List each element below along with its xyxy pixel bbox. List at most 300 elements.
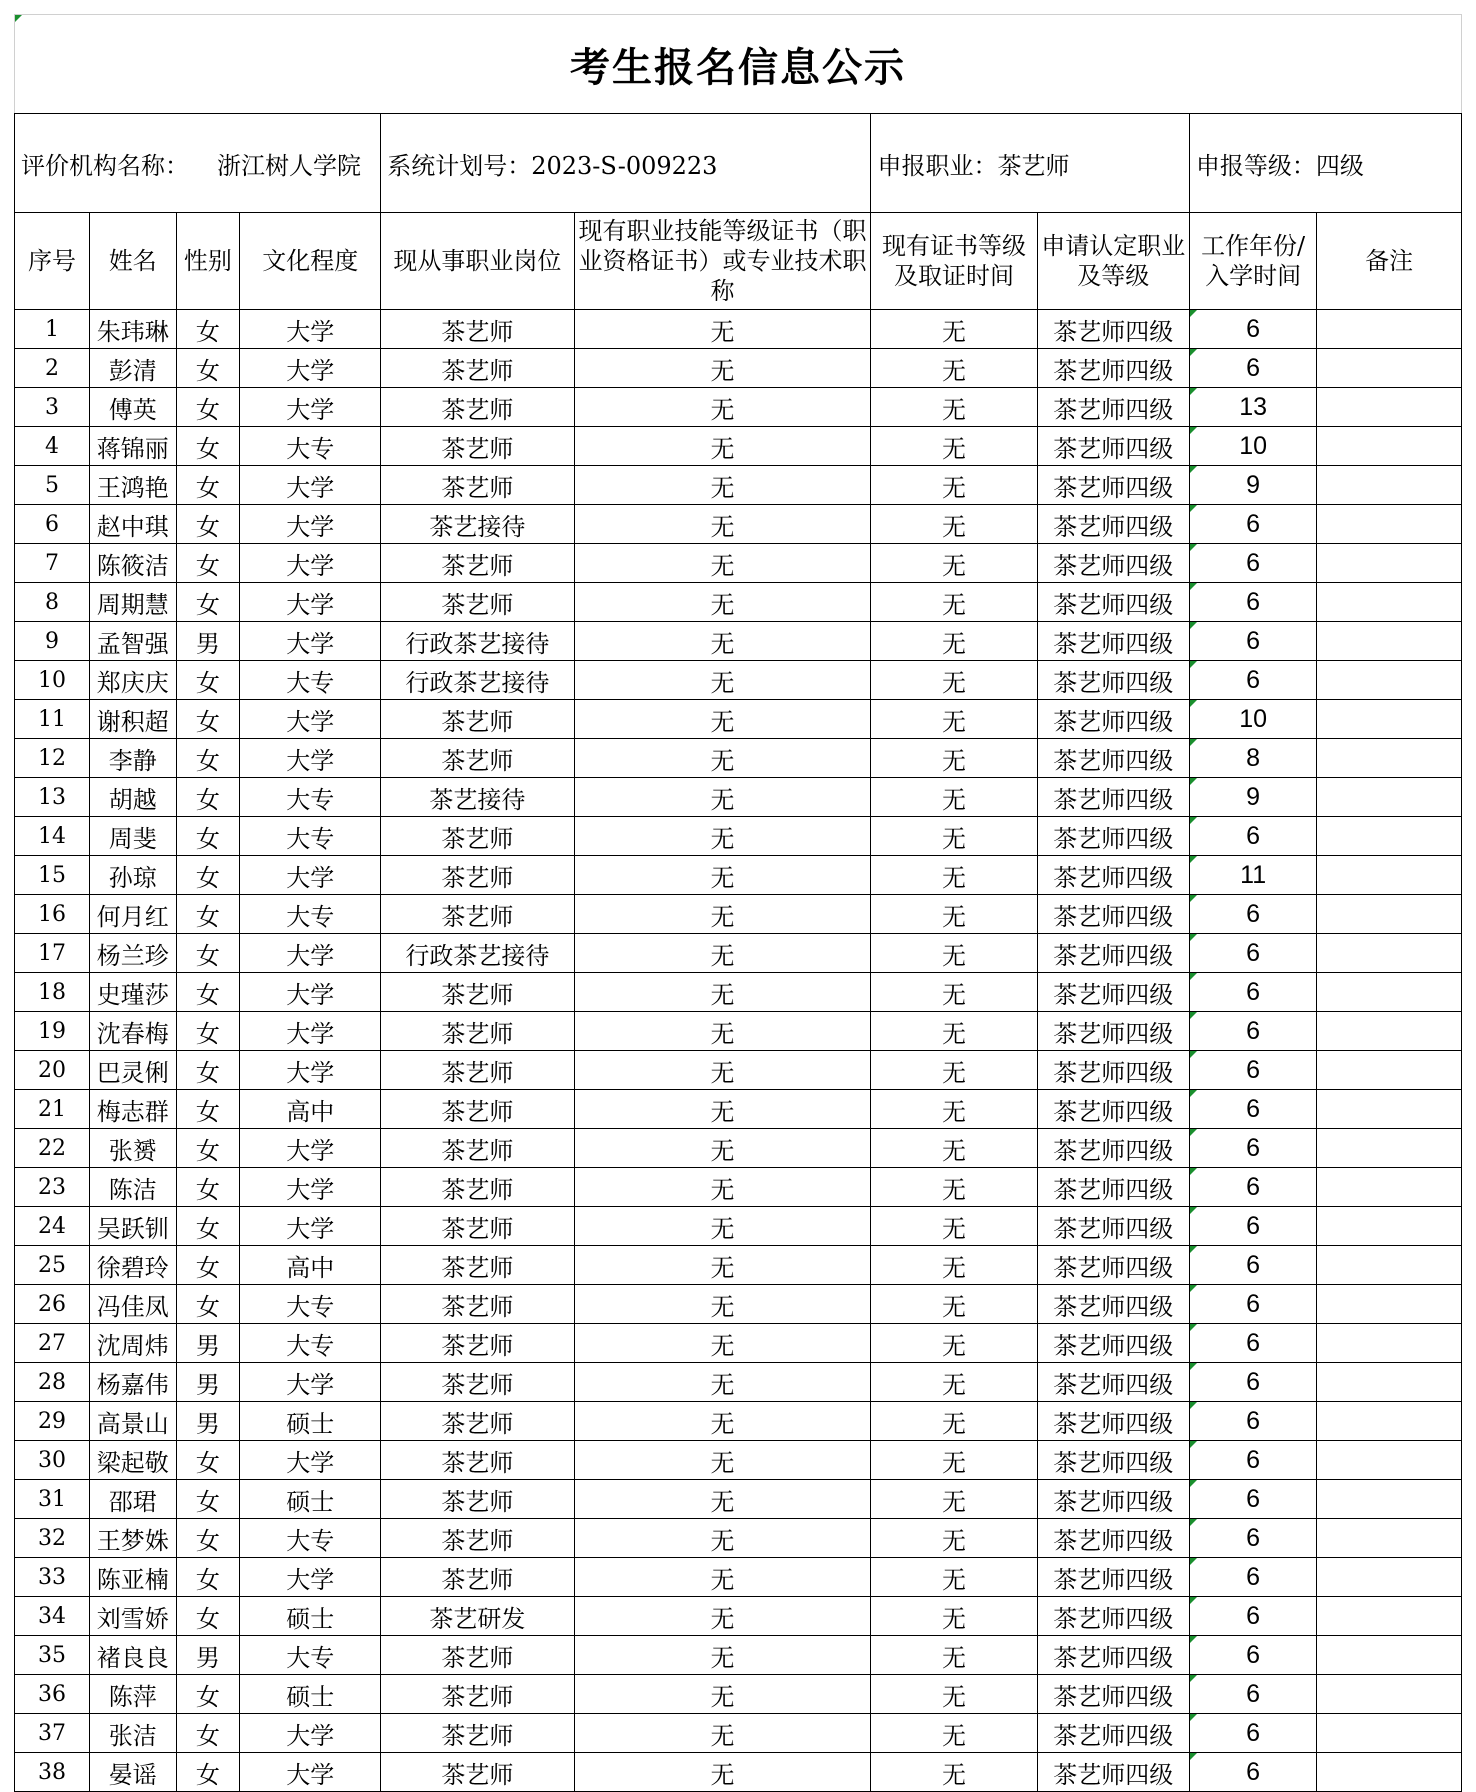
cell-cert-time: 无 [871,583,1037,622]
cell-note [1317,1441,1462,1480]
cell-cert-time: 无 [871,622,1037,661]
cell-seq: 24 [15,1207,90,1246]
table-row [15,1519,1462,1558]
cell-edu: 硕士 [240,1597,381,1636]
cell-gender: 女 [176,1675,240,1714]
cell-cert-time: 无 [871,739,1037,778]
table-row [15,1675,1462,1714]
cell-apply: 茶艺师四级 [1037,895,1189,934]
cell-apply: 茶艺师四级 [1037,817,1189,856]
cell-marker-icon [1190,1246,1197,1253]
table-row [15,1285,1462,1324]
cell-edu: 大专 [240,1636,381,1675]
cell-post: 茶艺师 [381,1129,574,1168]
table-row [15,661,1462,700]
cell-cert-time: 无 [871,1558,1037,1597]
header-cert-time: 现有证书等级及取证时间 [871,213,1037,310]
cell-apply: 茶艺师四级 [1037,1402,1189,1441]
years-value: 9 [1246,470,1261,499]
cell-post: 茶艺师 [381,1675,574,1714]
org-value: 浙江树人学院 [217,151,361,180]
cell-gender: 女 [176,778,240,817]
cell-name: 陈洁 [90,1168,176,1207]
cell-post: 茶艺师 [381,1714,574,1753]
cell-post: 茶艺师 [381,388,574,427]
cell-marker-icon [1190,1363,1197,1370]
cell-marker-icon [1190,1636,1197,1643]
cell-apply: 茶艺师四级 [1037,1480,1189,1519]
cell-cert-time: 无 [871,1090,1037,1129]
cell-apply: 茶艺师四级 [1037,700,1189,739]
cell-cert-time: 无 [871,778,1037,817]
cell-marker-icon [1190,856,1197,863]
cell-apply: 茶艺师四级 [1037,349,1189,388]
table-row [15,1597,1462,1636]
cell-gender: 女 [176,1129,240,1168]
cell-edu: 硕士 [240,1480,381,1519]
cell-cert: 无 [574,310,871,349]
cell-note [1317,1129,1462,1168]
cell-post: 茶艺师 [381,583,574,622]
cell-note [1317,1753,1462,1792]
cell-gender: 女 [176,973,240,1012]
cell-seq: 9 [15,622,90,661]
cell-marker-icon [1190,1675,1197,1682]
cell-gender: 男 [176,1324,240,1363]
table-row [15,895,1462,934]
cell-name: 沈周炜 [90,1324,176,1363]
cell-marker-icon [1190,661,1197,668]
cell-apply: 茶艺师四级 [1037,1597,1189,1636]
cell-post: 茶艺师 [381,700,574,739]
cell-gender: 女 [176,1051,240,1090]
cell-cert: 无 [574,1168,871,1207]
cell-marker-icon [1190,388,1197,395]
cell-seq: 32 [15,1519,90,1558]
cell-apply: 茶艺师四级 [1037,1441,1189,1480]
cell-note [1317,1285,1462,1324]
table-row [15,310,1462,349]
cell-cert-time: 无 [871,934,1037,973]
table-row [15,1714,1462,1753]
cell-seq: 7 [15,544,90,583]
cell-apply: 茶艺师四级 [1037,1714,1189,1753]
cell-note [1317,1012,1462,1051]
years-value: 10 [1239,431,1268,460]
cell-post: 茶艺接待 [381,505,574,544]
cell-cert: 无 [574,1090,871,1129]
table-row [15,466,1462,505]
cell-gender: 男 [176,1402,240,1441]
cell-gender: 女 [176,583,240,622]
cell-apply: 茶艺师四级 [1037,1168,1189,1207]
cell-cert-time: 无 [871,466,1037,505]
cell-marker-icon [1190,1012,1197,1019]
cell-note [1317,1636,1462,1675]
years-value: 6 [1246,314,1261,343]
cell-name: 胡越 [90,778,176,817]
cell-name: 傅英 [90,388,176,427]
cell-apply: 茶艺师四级 [1037,1363,1189,1402]
cell-gender: 女 [176,1753,240,1792]
cell-years [1189,349,1316,388]
header-seq: 序号 [15,213,90,310]
cell-edu: 高中 [240,1090,381,1129]
cell-cert-time: 无 [871,1051,1037,1090]
cell-cert-time: 无 [871,427,1037,466]
table-row [15,1051,1462,1090]
cell-cert: 无 [574,1207,871,1246]
cell-cert-time: 无 [871,1363,1037,1402]
cell-apply: 茶艺师四级 [1037,1129,1189,1168]
cell-marker-icon [1190,1129,1197,1136]
cell-years [1189,505,1316,544]
cell-gender: 女 [176,1012,240,1051]
years-value: 9 [1246,782,1261,811]
years-value: 6 [1246,587,1261,616]
cell-years [1189,466,1316,505]
cell-note [1317,700,1462,739]
cell-marker-icon [1190,505,1197,512]
cell-name: 郑庆庆 [90,661,176,700]
cell-name: 梁起敬 [90,1441,176,1480]
years-value: 13 [1239,392,1268,421]
cell-cert: 无 [574,1324,871,1363]
cell-cert: 无 [574,1597,871,1636]
cell-note [1317,817,1462,856]
cell-gender: 男 [176,1363,240,1402]
cell-seq: 29 [15,1402,90,1441]
cell-note [1317,1402,1462,1441]
level-info [1189,114,1461,213]
cell-marker-icon [1190,1714,1197,1721]
cell-seq: 34 [15,1597,90,1636]
cell-cert: 无 [574,1129,871,1168]
cell-apply: 茶艺师四级 [1037,310,1189,349]
cell-years [1189,1363,1316,1402]
cell-gender: 女 [176,1441,240,1480]
cell-seq: 17 [15,934,90,973]
cell-post: 茶艺师 [381,1207,574,1246]
cell-gender: 女 [176,1207,240,1246]
cell-post: 茶艺师 [381,427,574,466]
cell-marker-icon [1190,973,1197,980]
cell-name: 冯佳凤 [90,1285,176,1324]
cell-post: 茶艺师 [381,1090,574,1129]
cell-marker-icon [1190,1480,1197,1487]
header-apply: 申请认定职业及等级 [1037,213,1189,310]
page-title: 考生报名信息公示 [15,15,1462,114]
cell-name: 褚良良 [90,1636,176,1675]
cell-edu: 大专 [240,1519,381,1558]
cell-marker-icon [1190,778,1197,785]
table-row [15,778,1462,817]
cell-post: 茶艺师 [381,310,574,349]
cell-name: 史瑾莎 [90,973,176,1012]
cell-gender: 女 [176,661,240,700]
cell-cert: 无 [574,1246,871,1285]
cell-marker-icon [1190,1519,1197,1526]
years-value: 6 [1246,1757,1261,1786]
org-label: 评价机构名称： [21,151,189,180]
cell-apply: 茶艺师四级 [1037,1636,1189,1675]
cell-cert: 无 [574,1051,871,1090]
cell-seq: 11 [15,700,90,739]
cell-post: 茶艺师 [381,466,574,505]
cell-gender: 女 [176,1558,240,1597]
cell-post: 茶艺师 [381,1363,574,1402]
cell-apply: 茶艺师四级 [1037,661,1189,700]
cell-post: 茶艺师 [381,1636,574,1675]
cell-name: 何月红 [90,895,176,934]
cell-edu: 大学 [240,1753,381,1792]
cell-post: 茶艺师 [381,1519,574,1558]
cell-note [1317,1558,1462,1597]
cell-seq: 31 [15,1480,90,1519]
cell-cert-time: 无 [871,1285,1037,1324]
level-value: 四级 [1315,151,1364,180]
cell-years [1189,583,1316,622]
cell-post: 茶艺师 [381,1558,574,1597]
cell-cert: 无 [574,1636,871,1675]
cell-seq: 12 [15,739,90,778]
cell-edu: 大学 [240,544,381,583]
cell-name: 张赟 [90,1129,176,1168]
cell-gender: 女 [176,466,240,505]
cell-seq: 28 [15,1363,90,1402]
cell-edu: 大学 [240,739,381,778]
cell-seq: 14 [15,817,90,856]
cell-edu: 大专 [240,1285,381,1324]
cell-name: 陈萍 [90,1675,176,1714]
cell-seq: 2 [15,349,90,388]
cell-note [1317,1207,1462,1246]
cell-edu: 大学 [240,1168,381,1207]
cell-gender: 女 [176,544,240,583]
cell-cert: 无 [574,427,871,466]
cell-name: 谢积超 [90,700,176,739]
cell-note [1317,1714,1462,1753]
cell-cert-time: 无 [871,661,1037,700]
cell-edu: 大专 [240,427,381,466]
cell-edu: 大学 [240,1129,381,1168]
cell-apply: 茶艺师四级 [1037,388,1189,427]
cell-note [1317,895,1462,934]
cell-years [1189,739,1316,778]
cell-note [1317,1597,1462,1636]
table-row [15,1402,1462,1441]
cell-name: 陈亚楠 [90,1558,176,1597]
cell-gender: 女 [176,1714,240,1753]
cell-cert-time: 无 [871,1441,1037,1480]
cell-apply: 茶艺师四级 [1037,1285,1189,1324]
cell-years [1189,622,1316,661]
cell-seq: 19 [15,1012,90,1051]
cell-note [1317,1675,1462,1714]
cell-cert: 无 [574,817,871,856]
cell-cert-time: 无 [871,1402,1037,1441]
cell-apply: 茶艺师四级 [1037,622,1189,661]
cell-apply: 茶艺师四级 [1037,544,1189,583]
cell-post: 茶艺师 [381,739,574,778]
cell-seq: 8 [15,583,90,622]
cell-cert: 无 [574,1402,871,1441]
cell-seq: 26 [15,1285,90,1324]
cell-apply: 茶艺师四级 [1037,1558,1189,1597]
cell-apply: 茶艺师四级 [1037,505,1189,544]
cell-note [1317,622,1462,661]
cell-years [1189,1246,1316,1285]
cell-seq: 27 [15,1324,90,1363]
cell-cert: 无 [574,1012,871,1051]
cell-note [1317,349,1462,388]
table-row [15,622,1462,661]
table-row [15,349,1462,388]
cell-cert: 无 [574,973,871,1012]
cell-years [1189,1519,1316,1558]
cell-years [1189,310,1316,349]
cell-post: 茶艺师 [381,817,574,856]
job-label: 申报职业： [877,151,998,180]
cell-cert-time: 无 [871,310,1037,349]
cell-edu: 大学 [240,856,381,895]
cell-seq: 25 [15,1246,90,1285]
cell-edu: 大学 [240,1012,381,1051]
cell-post: 行政茶艺接待 [381,661,574,700]
cell-name: 孟智强 [90,622,176,661]
cell-note [1317,973,1462,1012]
table-row [15,544,1462,583]
cell-seq: 35 [15,1636,90,1675]
cell-name: 李静 [90,739,176,778]
cell-edu: 大专 [240,1324,381,1363]
cell-edu: 硕士 [240,1675,381,1714]
cell-years [1189,1597,1316,1636]
cell-marker-icon [1190,700,1197,707]
cell-name: 蒋锦丽 [90,427,176,466]
cell-note [1317,388,1462,427]
cell-cert-time: 无 [871,1675,1037,1714]
years-value: 6 [1246,353,1261,382]
table-row [15,1129,1462,1168]
cell-gender: 女 [176,934,240,973]
cell-cert-time: 无 [871,1753,1037,1792]
cell-edu: 大学 [240,973,381,1012]
years-value: 6 [1246,938,1261,967]
cell-seq: 20 [15,1051,90,1090]
cell-seq: 5 [15,466,90,505]
cell-cert: 无 [574,739,871,778]
cell-post: 茶艺师 [381,973,574,1012]
cell-note [1317,739,1462,778]
cell-note [1317,310,1462,349]
plan-info [381,114,871,213]
cell-post: 茶艺师 [381,544,574,583]
cell-cert-time: 无 [871,1636,1037,1675]
cell-name: 刘雪娇 [90,1597,176,1636]
cell-seq: 13 [15,778,90,817]
table-row [15,1090,1462,1129]
cell-gender: 女 [176,1480,240,1519]
cell-gender: 女 [176,739,240,778]
cell-apply: 茶艺师四级 [1037,1324,1189,1363]
cell-edu: 大学 [240,1441,381,1480]
spreadsheet [14,14,1462,1792]
cell-apply: 茶艺师四级 [1037,1012,1189,1051]
cell-gender: 女 [176,505,240,544]
cell-post: 茶艺师 [381,1753,574,1792]
cell-years [1189,1207,1316,1246]
cell-note [1317,1324,1462,1363]
table-row [15,934,1462,973]
years-value: 6 [1246,1016,1261,1045]
cell-apply: 茶艺师四级 [1037,739,1189,778]
info-row [15,114,1462,213]
cell-cert-time: 无 [871,349,1037,388]
years-value: 6 [1246,1523,1261,1552]
cell-cert-time: 无 [871,1207,1037,1246]
header-row [15,213,1462,310]
cell-gender: 女 [176,895,240,934]
cell-apply: 茶艺师四级 [1037,427,1189,466]
cell-cert-time: 无 [871,1480,1037,1519]
cell-apply: 茶艺师四级 [1037,778,1189,817]
cell-note [1317,1480,1462,1519]
cell-cert-time: 无 [871,1597,1037,1636]
cell-years [1189,1402,1316,1441]
cell-name: 周斐 [90,817,176,856]
cell-years [1189,427,1316,466]
cell-gender: 女 [176,817,240,856]
years-value: 6 [1246,1484,1261,1513]
cell-years [1189,700,1316,739]
table-row [15,817,1462,856]
cell-post: 茶艺师 [381,1441,574,1480]
table-row [15,856,1462,895]
cell-post: 茶艺师 [381,1168,574,1207]
cell-name: 孙琼 [90,856,176,895]
cell-post: 茶艺师 [381,1285,574,1324]
cell-apply: 茶艺师四级 [1037,583,1189,622]
cell-apply: 茶艺师四级 [1037,466,1189,505]
years-value: 6 [1246,1328,1261,1357]
cell-cert-time: 无 [871,856,1037,895]
cell-edu: 大专 [240,895,381,934]
cell-apply: 茶艺师四级 [1037,1519,1189,1558]
years-value: 6 [1246,1367,1261,1396]
cell-cert: 无 [574,505,871,544]
cell-note [1317,934,1462,973]
cell-marker-icon [1190,1441,1197,1448]
cell-edu: 大学 [240,388,381,427]
cell-seq: 23 [15,1168,90,1207]
table-row [15,700,1462,739]
table-row [15,1558,1462,1597]
cell-cert: 无 [574,1519,871,1558]
cell-years [1189,1753,1316,1792]
years-value: 6 [1246,1562,1261,1591]
job-value: 茶艺师 [997,151,1070,180]
cell-cert: 无 [574,1285,871,1324]
cell-note [1317,1246,1462,1285]
cell-edu: 大学 [240,1363,381,1402]
cell-note [1317,583,1462,622]
cell-cert-time: 无 [871,1519,1037,1558]
cell-edu: 大学 [240,700,381,739]
cell-edu: 大学 [240,1714,381,1753]
years-value: 6 [1246,1679,1261,1708]
cell-seq: 15 [15,856,90,895]
